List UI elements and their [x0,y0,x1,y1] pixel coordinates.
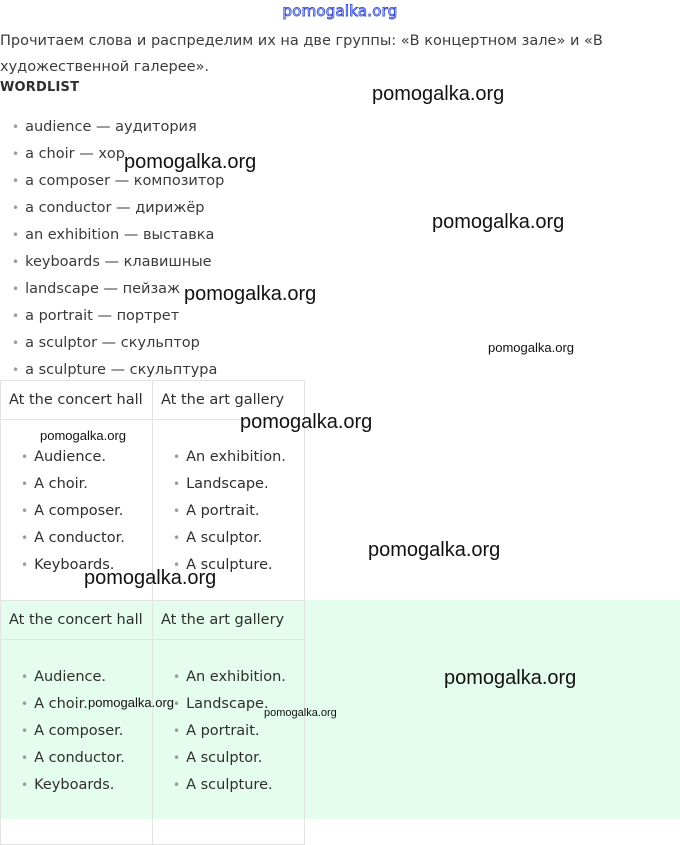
wordlist-item: • a portrait — портрет [12,303,224,330]
watermark: pomogalka.org [432,211,565,233]
list-item: • Landscape. [173,691,304,718]
wordlist-item: • an exhibition — выставка [12,222,224,249]
column-header-concert-hall: At the concert hall [1,601,153,640]
list-item: • A sculptor. [173,525,304,552]
list-item: • Keyboards. [21,552,152,579]
watermark: pomogalka.org [124,151,257,173]
column-header-concert-hall: At the concert hall [1,381,153,420]
wordlist-item: • keyboards — клавишные [12,249,224,276]
wordlist-item: • a choir — хор [12,141,224,168]
site-title-link[interactable]: pomogalka.org [282,2,398,20]
list-item: • A choir. [21,691,152,718]
list-item: • An exhibition. [173,664,304,691]
list-item: • A conductor. [21,745,152,772]
list-item: • A sculpture. [173,772,304,799]
column-header-art-gallery: At the art gallery [153,381,305,420]
list-item: • Keyboards. [21,772,152,799]
art-gallery-cell [153,420,305,625]
list-item: • A portrait. [173,718,304,745]
task-intro-text: Прочитаем слова и распределим их на две группы: «В концертном зале» и «В художественной галерее». [0,33,603,75]
wordlist-item: • a sculpture — скульптура [12,357,224,384]
list-item: • A portrait. [173,498,304,525]
wordlist-item: • a conductor — дирижёр [12,195,224,222]
wordlist-item: • a sculptor — скульптор [12,330,224,357]
list-item: • Audience. [21,664,152,691]
list-item: • Landscape. [173,471,304,498]
answer-table-highlighted [0,600,305,845]
wordlist-item: • a composer — композитор [12,168,224,195]
watermark: pomogalka.org [372,83,505,105]
watermark: pomogalka.org [88,695,174,710]
watermark: pomogalka.org [184,283,317,305]
watermark: pomogalka.org [40,428,126,443]
list-item: • An exhibition. [173,444,304,471]
list-item: • A composer. [21,498,152,525]
watermark: pomogalka.org [240,411,373,433]
watermark: pomogalka.org [264,707,337,719]
watermark: pomogalka.org [84,567,217,589]
watermark: pomogalka.org [444,667,577,689]
concert-hall-cell [1,420,153,625]
art-gallery-cell [153,640,305,845]
concert-hall-cell [1,640,153,845]
watermark: pomogalka.org [488,340,574,355]
list-item: • A composer. [21,718,152,745]
wordlist-item: • landscape — пейзаж [12,276,224,303]
list-item: • A sculptor. [173,745,304,772]
list-item: • A sculpture. [173,552,304,579]
list-item: • A conductor. [21,525,152,552]
list-item: • Audience. [21,444,152,471]
list-item: • A choir. [21,471,152,498]
watermark: pomogalka.org [368,539,501,561]
wordlist-heading: WORDLIST [0,80,80,95]
wordlist-item: • audience — аудитория [12,114,224,141]
column-header-art-gallery: At the art gallery [153,601,305,640]
